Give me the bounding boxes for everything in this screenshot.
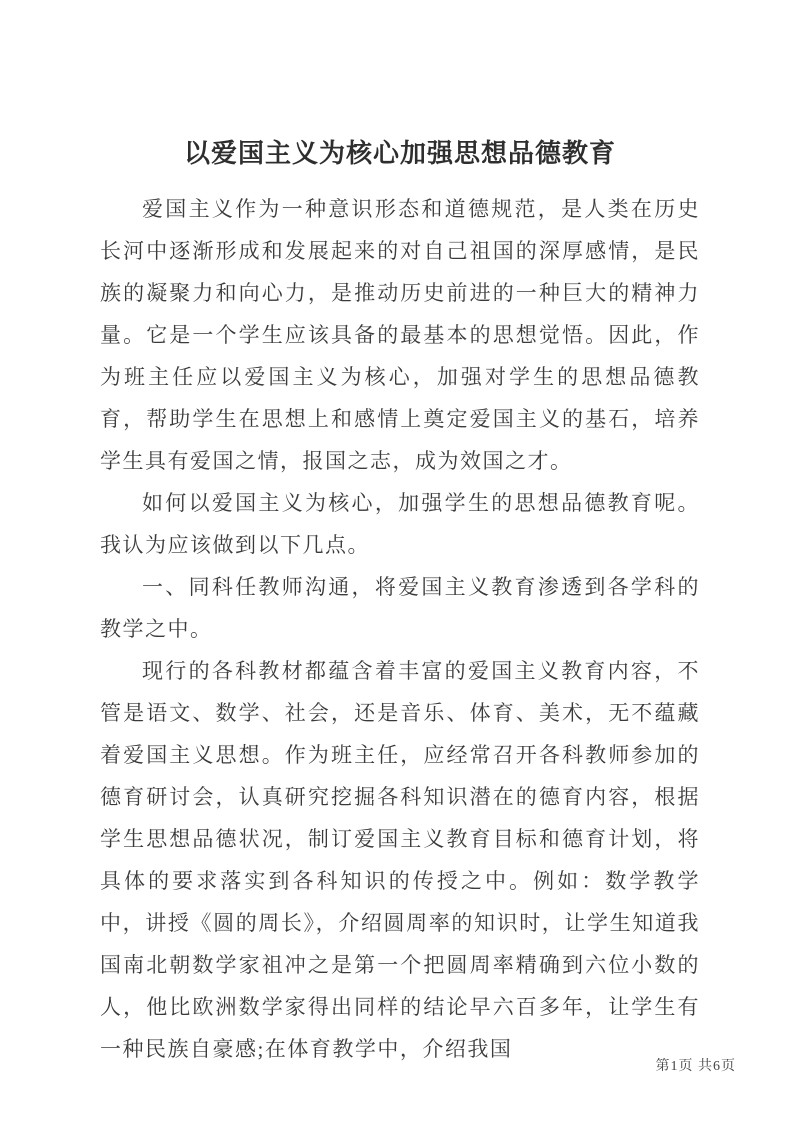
- document-title: 以爱国主义为核心加强思想品德教育: [183, 139, 616, 168]
- paragraph: 现行的各科教材都蕴含着丰富的爱国主义教育内容，不管是语文、数学、社会，还是音乐、体育、美术，无不蕴藏着爱国主义思想。作为班主任，应经常召开各科教师参加的德育研讨会，认真研究挖掘各科知识潜在的德育内容，根据学生思想品德状况，制订爱国主义教育目标和德育计划，将具体的要求落实到各科知识的传授之中。例如：数学教学中，讲授《圆的周长》，介绍圆周率的知识时，让学生知道我国南北朝数学家祖冲之是第一个把圆周率精确到六位小数的人，他比欧洲数学家得出同样的结论早六百多年，让学生有一种民族自豪感;在体育教学中，介绍我国: [100, 659, 700, 1061]
- paragraph: 一、同科任教师沟通，将爱国主义教育渗透到各学科的教学之中。: [100, 575, 700, 641]
- paragraph: 如何以爱国主义为核心，加强学生的思想品德教育呢。我认为应该做到以下几点。: [100, 491, 700, 557]
- paragraph: 爱国主义作为一种意识形态和道德规范，是人类在历史长河中逐渐形成和发展起来的对自己祖国的深厚感情，是民族的凝聚力和向心力，是推动历史前进的一种巨大的精神力量。它是一个学生应该具备的最基本的思想觉悟。因此，作为班主任应以爱国主义为核心，加强对学生的思想品德教育，帮助学生在思想上和感情上奠定爱国主义的基石，培养学生具有爱国之情，报国之志，成为效国之才。: [100, 197, 700, 473]
- page-number-footer: 第1页 共6页: [655, 1059, 736, 1074]
